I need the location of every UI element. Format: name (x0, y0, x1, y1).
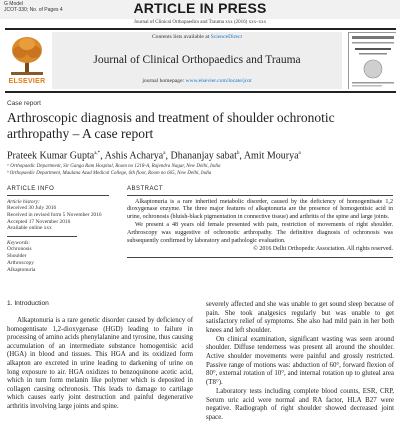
elsevier-logo (5, 32, 49, 89)
journal-title: Journal of Clinical Orthopaedics and Trauma (93, 54, 301, 66)
info-rule (7, 195, 109, 196)
author-marks: a (298, 151, 301, 156)
article-info-heading: ARTICLE INFO (7, 186, 55, 192)
history-item: Accepted 17 November 2016 (7, 218, 71, 225)
sciencedirect-link[interactable]: ScienceDirect (210, 34, 243, 40)
abstract-column (127, 186, 393, 257)
homepage-prefix: journal homepage: (142, 78, 186, 84)
contents-prefix: Contents lists available at (151, 34, 211, 40)
article-title: Arthroscopic diagnosis and treatment of shoulder ochronotic arthropathy – A case report (7, 110, 335, 141)
keywords-label: Keywords: (7, 239, 31, 246)
affiliation-a: ᵃ Orthopaedic Department, Sir Ganga Ram Hospital, Room no 1218-A, Rajendra Nagar, New Delhi, India (7, 164, 221, 169)
elsevier-wordmark: ELSEVIER (8, 78, 46, 85)
homepage-link[interactable]: www.elsevier.com/locate/jcot (185, 78, 252, 84)
gmodel-label (4, 1, 63, 13)
author-name[interactable]: Prateek Kumar Gupta (7, 150, 95, 162)
citation-line: Journal of Clinical Orthopaedics and Trauma xxx (2016) xxx–xxx (133, 20, 267, 25)
body-paragraph: On clinical examination, significant wasting was seen around shoulder. Diffuse tenderness was present all around the shoulder. Active shoulder movements were painful and grossly restricted. Passive range of motions was: abduction of 60°, forward flexion of 80°, external rotation of 10°, and internal rotation up to gluteal area (T8°). (206, 335, 394, 386)
author-marks: b (236, 151, 240, 156)
affiliations (7, 164, 392, 177)
history-item: Available online xxx (7, 225, 52, 232)
abstract-bottom-rule (127, 257, 393, 258)
intro-paragraph: Alkaptonuria is a rare genetic disorder caused by deficiency of homogentisate 1,2-dioxygenase (HGD) leading to failure in processing of amino acids phenylalanine and tyrosine, thus causing accumulation of an intermediate substance homogentisic acid (HGA) in blood and tissues. This HGA and its oxidized form alkapton are excreted in urine leading to darkening of urine on long exposure to air. HGA oxidizes to benzoquinone acetic acid, which in turn form melanin like polymer which is deposited in collagen causing ochronosis. This leads to damage to cartilage which causes early joint destruction and painful degenerative arthritis involving large joints and spine. (7, 317, 193, 410)
keyword: Ochronosis (7, 246, 32, 253)
keyword: Shoulder (7, 253, 27, 260)
journal-cover-thumbnail (348, 32, 396, 89)
history-label: Article history: (7, 198, 40, 205)
keywords-rule (7, 236, 77, 237)
header-rule-top (5, 28, 396, 30)
contents-line (52, 34, 342, 41)
body-right-column (206, 301, 394, 422)
abstract-heading: ABSTRACT (127, 186, 164, 192)
body-paragraph: Laboratory tests including complete blood counts, ESR, CRP, Serum uric acid were normal and RA factor, HLA B27 were negative. Radiograph of right shoulder showed decreased joint space. (206, 387, 394, 421)
section-heading: 1. Introduction (7, 300, 49, 307)
gmodel-line: G Model (4, 1, 23, 7)
header-rule-bottom (5, 91, 396, 93)
keyword: Alkaptonuria (7, 266, 36, 273)
abstract-rule (127, 195, 393, 196)
affiliation-b: ᵇ Orthopaedic Department, Maulana Azad Medical College, 6th floor, Room no 665, New Delhi, India (7, 170, 212, 176)
journal-homepage-line (52, 78, 342, 85)
body-paragraph: severely affected and she was unable to get sound sleep because of pain. She took analgesics regularly but was unable to get satisfactory relief of symptoms. She also had mild pain in her both knees and left shoulder. (206, 301, 394, 334)
author-name[interactable]: Amit Mourya (243, 150, 299, 162)
author-name[interactable]: Ashis Acharya (104, 150, 164, 162)
article-in-press-banner: ARTICLE IN PRESS (133, 0, 267, 16)
history-item: Received 30 July 2016 (7, 205, 57, 212)
author-name[interactable]: Dhananjay sabat (170, 150, 237, 162)
history-item: Received in revised form 5 November 2016 (7, 212, 102, 218)
author-marks: a (163, 151, 166, 156)
author-marks: a,* (94, 151, 101, 156)
abstract-paragraph: Alkaptonuria is a rare inherited metabolic disorder, caused by the deficiency of homogentisate 1,2 dioxygenase enzyme. The three major features of alkaptonuria are the presence of homogentisic acid in urine, ochronosis (bluish-black pigmentation in connective tissue) and arthritis of the spine and large joints. (127, 198, 393, 220)
body-left-column (7, 300, 193, 412)
abstract-paragraph: We present a 48 years old female presented with pain, restriction of movements of right shoulder. Arthroscopy was suggestive of ochronotic arthropathy. The definitive diagnosis of ochronosis was subsequently confirmed by laboratory and pathologic evaluation. (127, 222, 393, 244)
keyword: Arthroscopy (7, 259, 34, 266)
article-info-column (7, 186, 109, 273)
copyright-line: © 2016 Delhi Orthopedic Association. All rights reserved. (253, 246, 393, 253)
page-count-line: JCOT-330; No. of Pages 4 (4, 7, 63, 13)
author-list: Prateek Kumar Gupta$^{a,*}$, Ashis Acharya$^a$, Dhananjay sabat$^b$, Amit Mourya$^a$ (7, 150, 301, 162)
article-type-label: Case report (7, 100, 41, 107)
